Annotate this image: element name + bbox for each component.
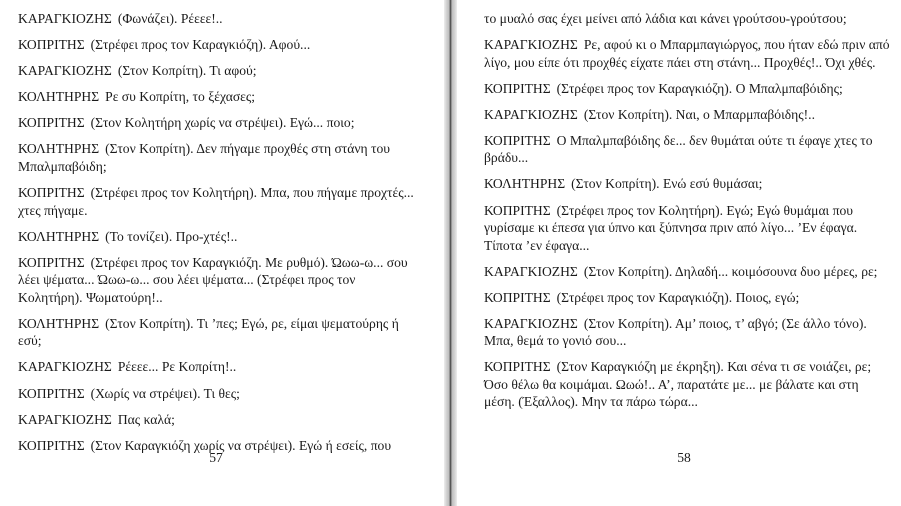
dialogue-paragraph bbox=[18, 358, 420, 376]
dialogue-text: Ο Μπαλμπαβόιδης δε... δεν θυμάται ούτε τι έφαγε χτες το βράδυ... bbox=[484, 132, 873, 166]
speaker-name: ΚΟΛΗΤΗΡΗΣ bbox=[484, 176, 566, 192]
dialogue-paragraph bbox=[18, 10, 420, 28]
speaker-name: ΚΑΡΑΓΚΙΟΖΗΣ bbox=[18, 11, 112, 26]
dialogue-text: (Στον Κοπρίτη). Τι ’πες; Εγώ, ρε, είμαι ψεματούρης ή εσύ; bbox=[18, 315, 399, 349]
dialogue-paragraph bbox=[484, 132, 891, 167]
page-number: 58 bbox=[677, 450, 691, 465]
dialogue-paragraph bbox=[484, 175, 891, 193]
dialogue-text: (Στον Κοπρίτη). Ναι, ο Μπαρμπαβόιδης!.. bbox=[583, 106, 815, 122]
dialogue-paragraph bbox=[18, 385, 420, 403]
right-page bbox=[457, 0, 901, 506]
dialogue-paragraph bbox=[18, 315, 420, 350]
dialogue-text: (Χωρίς να στρέψει). Τι θες; bbox=[90, 385, 240, 401]
speaker-name: ΚΟΠΡΙΤΗΣ bbox=[484, 80, 551, 96]
speaker-name: ΚΟΠΡΙΤΗΣ bbox=[18, 254, 85, 270]
dialogue-text: Ρε συ Κοπρίτη, το ξέχασες; bbox=[105, 89, 256, 105]
left-page-text bbox=[18, 10, 420, 463]
dialogue-paragraph bbox=[484, 358, 891, 411]
dialogue-paragraph bbox=[18, 140, 420, 175]
speaker-name: ΚΟΛΗΤΗΡΗΣ bbox=[18, 315, 100, 331]
book-gutter bbox=[444, 0, 457, 506]
speaker-name: ΚΟΠΡΙΤΗΣ bbox=[18, 385, 85, 401]
dialogue-paragraph bbox=[18, 62, 420, 80]
dialogue-paragraph bbox=[484, 263, 891, 281]
speaker-name: ΚΑΡΑΓΚΙΟΖΗΣ bbox=[484, 263, 578, 279]
dialogue-text: Ρέεεε... Ρε Κοπρίτη!.. bbox=[117, 359, 237, 375]
dialogue-text: το μυαλό σας έχει μείνει από λάδια και κάνει γρούτσου-γρούτσου; bbox=[484, 11, 847, 26]
dialogue-text: (Στον Καραγκιόζη με έκρηξη). Και σένα τι σε νοιάζει, ρε; Όσο θέλω θα κοιμάμαι. Ωωώ!.. Α’, παρατάτε με... με βάλατε και στη μέση. (Έξαλλος). Μην τα πάρω τώρα... bbox=[484, 359, 872, 410]
dialogue-paragraph bbox=[484, 315, 891, 350]
dialogue-text: (Στον Κοπρίτη). Ενώ εσύ θυμάσαι; bbox=[571, 176, 763, 192]
speaker-name: ΚΑΡΑΓΚΙΟΖΗΣ bbox=[18, 63, 112, 79]
dialogue-text: (Στρέφει προς τον Καραγκιόζη). Ο Μπαλμπαβόιδης; bbox=[556, 80, 843, 96]
dialogue-text: Πας καλά; bbox=[117, 411, 175, 427]
dialogue-paragraph bbox=[18, 411, 420, 429]
speaker-name: ΚΟΛΗΤΗΡΗΣ bbox=[18, 228, 100, 244]
dialogue-paragraph bbox=[484, 289, 891, 307]
page-number: 57 bbox=[209, 450, 223, 465]
speaker-name: ΚΑΡΑΓΚΙΟΖΗΣ bbox=[484, 315, 578, 331]
dialogue-text: (Στον Κοπρίτη). Αμ’ ποιος, τ’ αβγό; (Σε άλλο τόνο). Μπα, θεμά το γονιό σου... bbox=[484, 315, 867, 349]
dialogue-text: (Στρέφει προς τον Κολητήρη). Εγώ; Εγώ θυμάμαι που γυρίσαμε κι έπεσα για ύπνο και ξύπνησα πριν από λίγο... ’Εν έφαγα. Τίποτα ’εν έφαγα... bbox=[484, 202, 858, 253]
dialogue-text: (Στον Καραγκιόζη χωρίς να στρέψει). Εγώ ή εσείς, που bbox=[90, 437, 392, 453]
speaker-name: ΚΟΛΗΤΗΡΗΣ bbox=[18, 141, 100, 157]
speaker-name: ΚΟΛΗΤΗΡΗΣ bbox=[18, 89, 100, 105]
right-page-text bbox=[484, 10, 891, 420]
left-page bbox=[0, 0, 444, 506]
speaker-name: ΚΑΡΑΓΚΙΟΖΗΣ bbox=[18, 411, 112, 427]
speaker-name: ΚΑΡΑΓΚΙΟΖΗΣ bbox=[484, 106, 578, 122]
dialogue-paragraph bbox=[484, 10, 891, 28]
dialogue-text: (Στον Κοπρίτη). Δηλαδή... κοιμόσουνα δυο μέρες, ρε; bbox=[583, 263, 878, 279]
dialogue-text: (Στρέφει προς τον Καραγκιόζη. Με ρυθμό). Ώωω-ω... σου λέει ψέματα... Ώωω-ω... σου λέει ψέματα... (Στρέφει προς τον Κολητήρη). Ψωματούρη!.. bbox=[18, 254, 408, 305]
dialogue-paragraph bbox=[18, 184, 420, 219]
dialogue-paragraph bbox=[18, 254, 420, 307]
dialogue-text: (Στρέφει προς τον Κολητήρη). Μπα, που πήγαμε προχτές... χτες πήγαμε. bbox=[18, 185, 414, 218]
dialogue-text: (Στον Κολητήρη χωρίς να στρέψει). Εγώ... ποιο; bbox=[90, 115, 355, 131]
dialogue-paragraph bbox=[484, 202, 891, 255]
speaker-name: ΚΑΡΑΓΚΙΟΖΗΣ bbox=[18, 359, 112, 375]
dialogue-paragraph bbox=[484, 80, 891, 98]
speaker-name: ΚΟΠΡΙΤΗΣ bbox=[484, 202, 551, 218]
dialogue-paragraph bbox=[18, 88, 420, 106]
speaker-name: ΚΟΠΡΙΤΗΣ bbox=[18, 37, 85, 53]
speaker-name: ΚΟΠΡΙΤΗΣ bbox=[484, 132, 551, 148]
dialogue-text: (Φωνάζει). Ρέεεε!.. bbox=[117, 11, 223, 26]
dialogue-text: Ρε, αφού κι ο Μπαρμπαγιώργος, που ήταν εδώ πριν από λίγο, μου είπε ότι προχθές είχατε πάει στη στάνη... Προχθές!.. Όχι χθές. bbox=[484, 37, 890, 70]
dialogue-text: (Στρέφει προς τον Καραγκιόζη). Ποιος, εγώ; bbox=[556, 289, 800, 305]
dialogue-text: (Το τονίζει). Προ-χτές!.. bbox=[105, 228, 238, 244]
dialogue-paragraph bbox=[484, 36, 891, 71]
dialogue-text: (Στον Κοπρίτη). Δεν πήγαμε προχθές στη στάνη του Μπαλμπαβόιδη; bbox=[18, 141, 391, 174]
dialogue-text: (Στρέφει προς τον Καραγκιόζη). Αφού... bbox=[90, 37, 311, 53]
dialogue-paragraph bbox=[18, 228, 420, 246]
dialogue-text: (Στον Κοπρίτη). Τι αφού; bbox=[117, 63, 257, 79]
speaker-name: ΚΟΠΡΙΤΗΣ bbox=[484, 289, 551, 305]
speaker-name: ΚΑΡΑΓΚΙΟΖΗΣ bbox=[484, 37, 578, 53]
dialogue-paragraph bbox=[484, 106, 891, 124]
dialogue-paragraph bbox=[18, 36, 420, 54]
dialogue-paragraph bbox=[18, 114, 420, 132]
speaker-name: ΚΟΠΡΙΤΗΣ bbox=[484, 359, 551, 375]
speaker-name: ΚΟΠΡΙΤΗΣ bbox=[18, 115, 85, 131]
speaker-name: ΚΟΠΡΙΤΗΣ bbox=[18, 185, 85, 201]
speaker-name: ΚΟΠΡΙΤΗΣ bbox=[18, 437, 85, 453]
